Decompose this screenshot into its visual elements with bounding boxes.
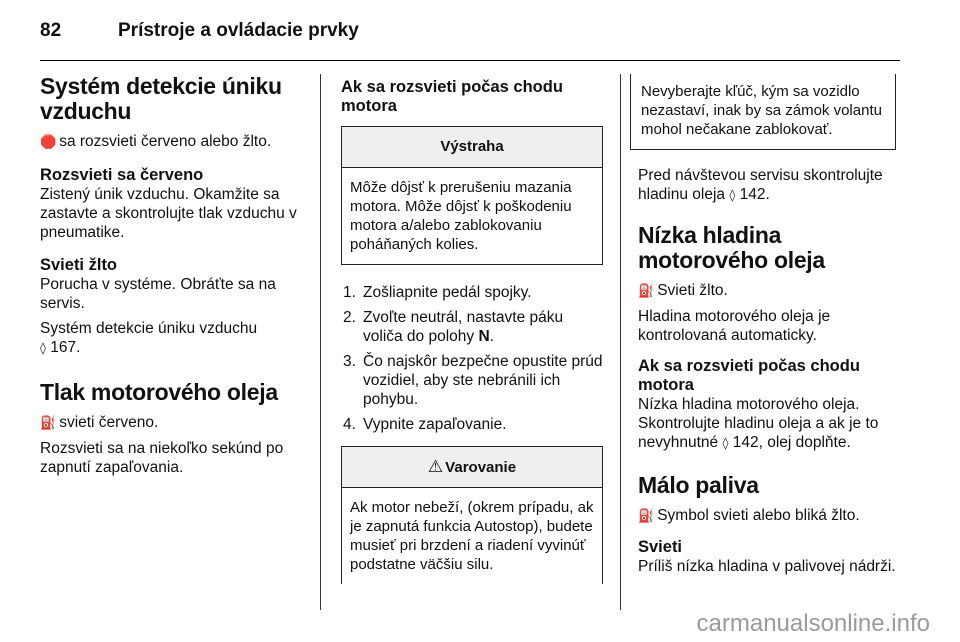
air-ref-paragraph xyxy=(40,319,300,358)
red-text: Zistený únik vzduchu. Okamžite sa zastavte a skontrolujte tlak vzduchu v pneumatike. xyxy=(40,186,297,241)
lights-text: Príliš nízka hladina v palivovej nádrži. xyxy=(638,558,896,575)
page-header xyxy=(40,14,920,54)
steps-list xyxy=(341,283,603,434)
low-oil-text: Hladina motorového oleja je kontrolovaná automaticky. xyxy=(638,308,831,344)
column-3 xyxy=(638,74,908,582)
caution-title: Výstraha xyxy=(342,127,602,168)
air-intro-paragraph xyxy=(40,132,300,152)
list-item: 2. Zvoľte neutrál, nastavte páku voliča do polohy N. xyxy=(343,309,564,345)
oil-can-icon: ⛽ xyxy=(40,416,57,431)
warning-triangle-icon: ⚠ xyxy=(427,457,444,477)
heading-lights: Svieti xyxy=(638,538,683,556)
page-ref-icon: ◊ xyxy=(729,188,736,202)
oil-can-icon: ⛽ xyxy=(638,284,655,299)
heading-low-oil: Nízka hladina motorového oleja xyxy=(638,222,825,273)
list-item: 1. Zošliapnite pedál spojky. xyxy=(343,284,532,301)
page-title: Prístroje a ovládacie prvky xyxy=(118,20,359,41)
heading-air-leak: Systém detekcie úniku vzduchu xyxy=(40,73,282,124)
page-number: 82 xyxy=(40,20,62,41)
warning-title: Varovanie xyxy=(445,459,517,476)
air-intro-text: sa rozsvieti červeno alebo žlto. xyxy=(59,133,272,150)
warning-continued-box xyxy=(630,74,896,150)
heading-while-running-2: Ak sa rozsvieti počas chodu motora xyxy=(638,357,860,394)
fuel-intro: ⛽ Symbol svieti alebo bliká žlto. xyxy=(638,507,860,524)
low-oil-intro: ⛽ Svieti žlto. xyxy=(638,282,728,299)
page-ref-icon: ◊ xyxy=(40,341,46,355)
header-divider xyxy=(40,60,900,61)
oil-text: Rozsvieti sa na niekoľko sekúnd po zapnutí zapaľovania. xyxy=(40,440,284,476)
heading-low-fuel: Málo paliva xyxy=(638,472,759,498)
yellow-text: Porucha v systéme. Obráťte sa na servis. xyxy=(40,276,276,312)
service-paragraph: Pred návštevou servisu skontrolujte hladinu oleja ◊ 142. xyxy=(638,167,883,203)
fuel-pump-icon: ⛽ xyxy=(638,509,655,524)
column-2 xyxy=(341,74,603,584)
caution-text: Môže dôjsť k prerušeniu mazania motora. Môže dôjsť k poškodeniu motora a/alebo zablokovaniu poháňaných kolies. xyxy=(350,179,572,253)
column-divider-2 xyxy=(620,74,621,610)
warning-box xyxy=(341,446,603,584)
list-item: 3. Čo najskôr bezpečne opustite prúd vozidiel, aby ste nebránili ich pohybu. xyxy=(343,353,603,408)
page-ref-icon: ◊ xyxy=(722,436,729,450)
column-divider-1 xyxy=(320,74,321,610)
service-ref-page[interactable]: 142. xyxy=(739,186,770,203)
column-1 xyxy=(40,74,300,483)
warning-title-row xyxy=(342,447,602,488)
oil-intro-text: svieti červeno. xyxy=(59,414,159,431)
tire-warning-icon: 🛑 xyxy=(40,135,57,150)
heading-oil-pressure: Tlak motorového oleja xyxy=(40,379,278,405)
heading-while-running: Ak sa rozsvieti počas chodu motora xyxy=(341,78,563,115)
running2-paragraph: Nízka hladina motorového oleja. Skontrolujte hladinu oleja a ak je to nevyhnutné ◊ 142, olej doplňte. xyxy=(638,396,879,451)
heading-red: Rozsvieti sa červeno xyxy=(40,166,204,184)
caution-box xyxy=(341,126,603,265)
watermark: carmanualsonline.info xyxy=(696,610,930,637)
air-ref-text: Systém detekcie úniku vzduchu xyxy=(40,320,258,337)
heading-yellow: Svieti žlto xyxy=(40,256,118,274)
warning-continued-text: Nevyberajte kľúč, kým sa vozidlo nezastaví, inak by sa zámok volantu mohol nečakane zablokovať. xyxy=(641,83,882,138)
list-item: 4. Vypnite zapaľovanie. xyxy=(343,416,507,433)
air-ref-page[interactable]: 167. xyxy=(50,339,81,356)
warning-text: Ak motor nebeží, (okrem prípadu, ak je zapnutá funkcia Autostop), budete musieť pri brzdení a riadení vyvinúť podstatne väčšiu silu. xyxy=(350,499,594,573)
oil-intro-paragraph xyxy=(40,413,300,433)
